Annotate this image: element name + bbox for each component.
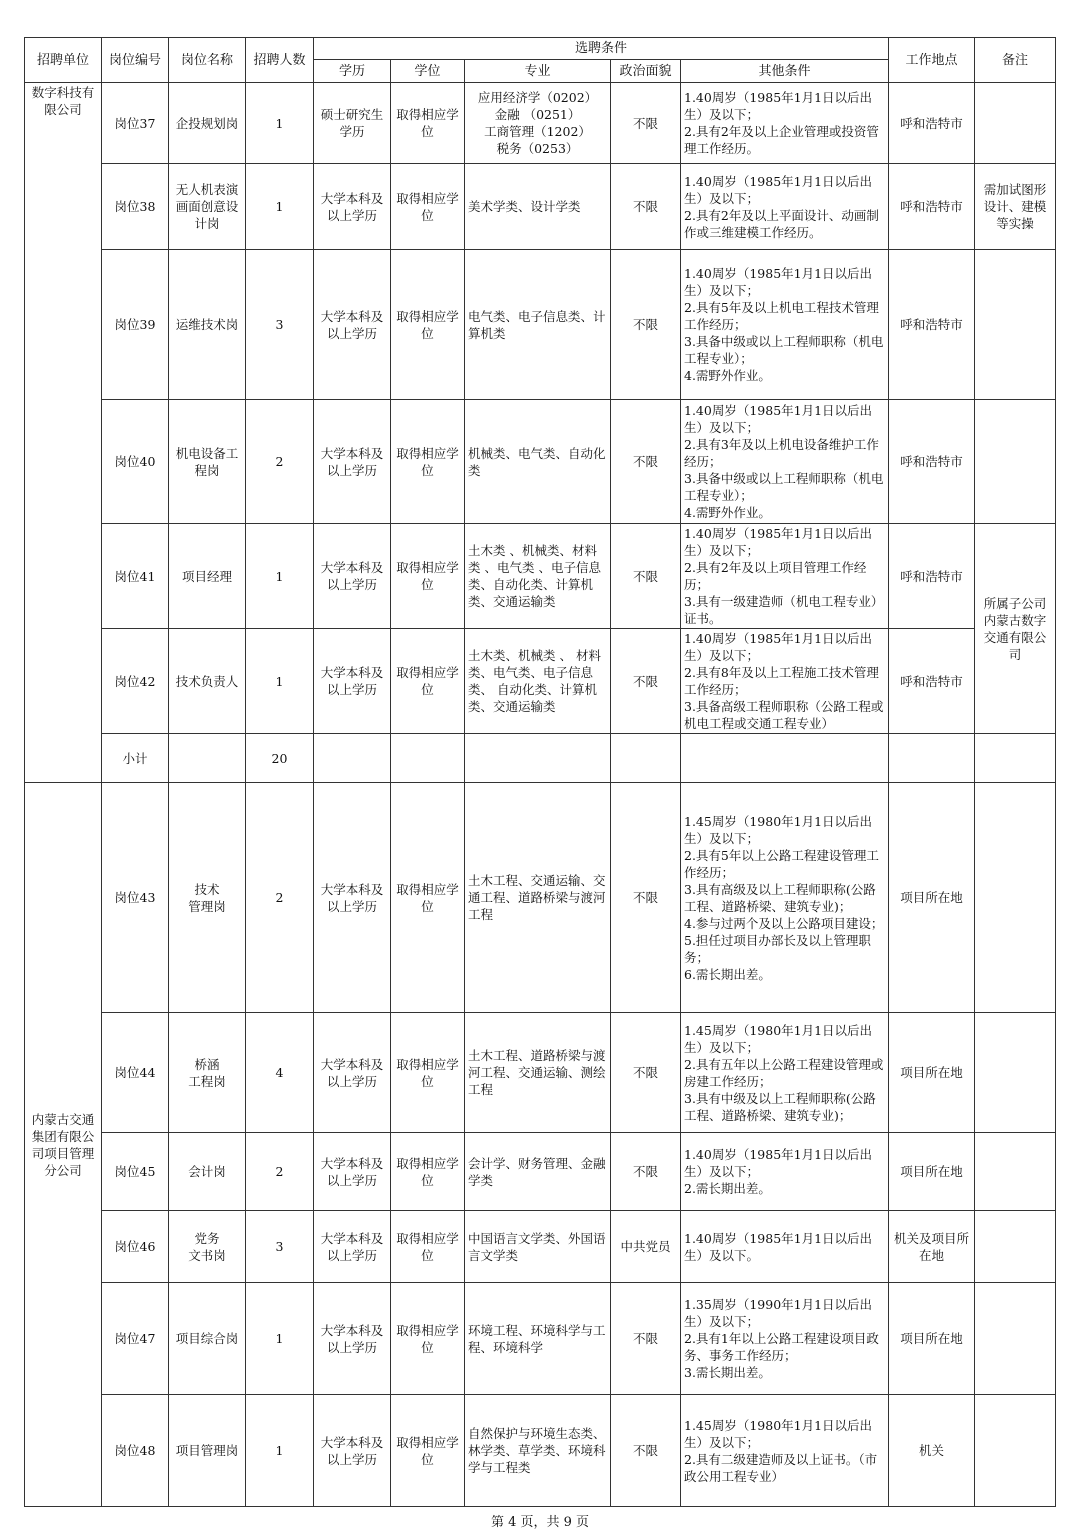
post-name-cell: 党务 文书岗 — [169, 1211, 246, 1283]
degree-cell: 取得相应学位 — [391, 629, 465, 734]
unit-cell: 内蒙古交通集团有限公司项目管理分公司 — [25, 783, 102, 1507]
table-row — [25, 1395, 1056, 1507]
table-row — [25, 164, 1056, 250]
major-cell: 土木工程、交通运输、交通工程、道路桥梁与渡河工程 — [465, 783, 611, 1013]
post-name-cell: 无人机表演画面创意设计岗 — [169, 164, 246, 250]
unit-cell: 数字科技有限公司 — [25, 83, 102, 783]
location-cell: 呼和浩特市 — [889, 83, 975, 164]
page-footer: 第 4 页，共 9 页 — [490, 1515, 590, 1530]
header-count: 招聘人数 — [246, 38, 314, 83]
count-cell: 2 — [246, 400, 314, 524]
post-no-cell: 岗位38 — [102, 164, 169, 250]
degree-cell: 取得相应学位 — [391, 83, 465, 164]
other-cell: 1.45周岁（1980年1月1日以后出生）及以下； 2.具有五年以上公路工程建设管理或房建工作经历； 3.具有中级及以上工程师职称(公路工程、道路桥梁、建筑专业)； — [681, 1013, 889, 1133]
header-political: 政治面貌 — [611, 60, 681, 83]
post-no-cell: 岗位40 — [102, 400, 169, 524]
degree-cell: 取得相应学位 — [391, 783, 465, 1013]
header-post-name: 岗位名称 — [169, 38, 246, 83]
education-cell: 大学本科及以上学历 — [314, 1013, 391, 1133]
post-name-cell: 技术 管理岗 — [169, 783, 246, 1013]
location-cell: 项目所在地 — [889, 1133, 975, 1211]
degree-cell: 取得相应学位 — [391, 524, 465, 629]
header-other: 其他条件 — [681, 60, 889, 83]
count-cell: 2 — [246, 1133, 314, 1211]
count-cell: 1 — [246, 629, 314, 734]
table-row — [25, 524, 1056, 629]
remark-cell — [975, 783, 1056, 1013]
education-cell: 大学本科及以上学历 — [314, 250, 391, 400]
empty-cell — [681, 734, 889, 783]
header-location: 工作地点 — [889, 38, 975, 83]
education-cell: 大学本科及以上学历 — [314, 629, 391, 734]
post-no-cell: 岗位43 — [102, 783, 169, 1013]
major-cell: 土木类 、机械类、材料类 、电气类 、电子信息类、自动化类、计算机类、交通运输类 — [465, 524, 611, 629]
post-name-cell: 会计岗 — [169, 1133, 246, 1211]
other-cell: 1.40周岁（1985年1月1日以后出生）及以下； 2.具有2年及以上平面设计、动画制作或三维建模工作经历。 — [681, 164, 889, 250]
education-cell: 大学本科及以上学历 — [314, 1211, 391, 1283]
location-cell: 呼和浩特市 — [889, 524, 975, 629]
other-cell: 1.45周岁（1980年1月1日以后出生）及以下； 2.具有二级建造师及以上证书。（市政公用工程专业） — [681, 1395, 889, 1507]
post-name-cell: 企投规划岗 — [169, 83, 246, 164]
degree-cell: 取得相应学位 — [391, 164, 465, 250]
major-cell: 美术学类、设计学类 — [465, 164, 611, 250]
count-cell: 1 — [246, 524, 314, 629]
post-no-cell: 岗位47 — [102, 1283, 169, 1395]
education-cell: 大学本科及以上学历 — [314, 524, 391, 629]
table-row — [25, 1283, 1056, 1395]
empty-cell — [611, 734, 681, 783]
political-cell: 不限 — [611, 783, 681, 1013]
count-cell: 1 — [246, 164, 314, 250]
count-cell: 1 — [246, 1395, 314, 1507]
education-cell: 大学本科及以上学历 — [314, 783, 391, 1013]
remark-cell — [975, 83, 1056, 164]
remark-cell — [975, 1211, 1056, 1283]
other-cell: 1.40周岁（1985年1月1日以后出生）及以下。 — [681, 1211, 889, 1283]
location-cell: 项目所在地 — [889, 783, 975, 1013]
remark-cell — [975, 1133, 1056, 1211]
other-cell: 1.40周岁（1985年1月1日以后出生）及以下； 2.具有2年及以上企业管理或投资管理工作经历。 — [681, 83, 889, 164]
location-cell: 呼和浩特市 — [889, 164, 975, 250]
education-cell: 大学本科及以上学历 — [314, 1395, 391, 1507]
location-cell: 机关及项目所在地 — [889, 1211, 975, 1283]
post-no-cell: 岗位46 — [102, 1211, 169, 1283]
degree-cell: 取得相应学位 — [391, 250, 465, 400]
remark-cell — [975, 1395, 1056, 1507]
post-name-cell: 技术负责人 — [169, 629, 246, 734]
header-education: 学历 — [314, 60, 391, 83]
header-degree: 学位 — [391, 60, 465, 83]
header-conditions: 选聘条件 — [314, 38, 889, 60]
post-name-cell: 项目管理岗 — [169, 1395, 246, 1507]
header-remark: 备注 — [975, 38, 1056, 83]
major-cell: 中国语言文学类、外国语言文学类 — [465, 1211, 611, 1283]
education-cell: 硕士研究生学历 — [314, 83, 391, 164]
other-cell: 1.40周岁（1985年1月1日以后出生）及以下； 2.具有8年及以上工程施工技术管理工作经历； 3.具备高级工程师职称（公路工程或机电工程或交通工程专业） — [681, 629, 889, 734]
empty-cell — [465, 734, 611, 783]
political-cell: 不限 — [611, 524, 681, 629]
recruitment-table — [24, 37, 1056, 1507]
political-cell: 不限 — [611, 1395, 681, 1507]
post-name-cell: 项目综合岗 — [169, 1283, 246, 1395]
political-cell: 中共党员 — [611, 1211, 681, 1283]
remark-cell-shared: 所属子公司内蒙古数字交通有限公司 — [975, 524, 1056, 734]
post-no-cell: 岗位39 — [102, 250, 169, 400]
major-cell: 土木类、机械类 、 材料类、电气类、电子信息类、 自动化类、计算机类、交通运输类 — [465, 629, 611, 734]
political-cell: 不限 — [611, 1133, 681, 1211]
subtotal-count: 20 — [246, 734, 314, 783]
count-cell: 4 — [246, 1013, 314, 1133]
post-no-cell: 岗位42 — [102, 629, 169, 734]
remark-cell — [975, 1283, 1056, 1395]
post-name-cell: 机电设备工程岗 — [169, 400, 246, 524]
table-row — [25, 250, 1056, 400]
location-cell: 呼和浩特市 — [889, 400, 975, 524]
empty-cell — [889, 734, 975, 783]
degree-cell: 取得相应学位 — [391, 1133, 465, 1211]
major-cell: 会计学、财务管理、金融学类 — [465, 1133, 611, 1211]
political-cell: 不限 — [611, 1013, 681, 1133]
count-cell: 3 — [246, 250, 314, 400]
other-cell: 1.40周岁（1985年1月1日以后出生）及以下； 2.需长期出差。 — [681, 1133, 889, 1211]
table-row — [25, 400, 1056, 524]
political-cell: 不限 — [611, 250, 681, 400]
major-cell: 机械类、电气类、自动化类 — [465, 400, 611, 524]
degree-cell: 取得相应学位 — [391, 1283, 465, 1395]
other-cell: 1.40周岁（1985年1月1日以后出生）及以下； 2.具有3年及以上机电设备维护工作经历； 3.具备中级或以上工程师职称（机电工程专业）； 4.需野外作业。 — [681, 400, 889, 524]
post-no-cell: 岗位44 — [102, 1013, 169, 1133]
degree-cell: 取得相应学位 — [391, 400, 465, 524]
location-cell: 呼和浩特市 — [889, 250, 975, 400]
political-cell: 不限 — [611, 629, 681, 734]
location-cell: 呼和浩特市 — [889, 629, 975, 734]
location-cell: 机关 — [889, 1395, 975, 1507]
remark-cell: 需加试图形设计、建模等实操 — [975, 164, 1056, 250]
count-cell: 1 — [246, 83, 314, 164]
political-cell: 不限 — [611, 1283, 681, 1395]
post-name-cell: 桥涵 工程岗 — [169, 1013, 246, 1133]
major-cell: 应用经济学（0202） 金融 （0251） 工商管理（1202） 税务（0253） — [465, 83, 611, 164]
count-cell: 1 — [246, 1283, 314, 1395]
post-no-cell: 岗位41 — [102, 524, 169, 629]
table-row — [25, 83, 1056, 164]
subtotal-row — [25, 734, 1056, 783]
table-row — [25, 783, 1056, 1013]
political-cell: 不限 — [611, 164, 681, 250]
remark-cell — [975, 250, 1056, 400]
education-cell: 大学本科及以上学历 — [314, 164, 391, 250]
post-no-cell: 岗位48 — [102, 1395, 169, 1507]
major-cell: 电气类、电子信息类、计算机类 — [465, 250, 611, 400]
table-row — [25, 629, 1056, 734]
subtotal-label: 小计 — [102, 734, 169, 783]
post-name-cell: 项目经理 — [169, 524, 246, 629]
other-cell: 1.40周岁（1985年1月1日以后出生）及以下； 2.具有2年及以上项目管理工作经历； 3.具有一级建造师（机电工程专业）证书。 — [681, 524, 889, 629]
other-cell: 1.45周岁（1980年1月1日以后出生）及以下； 2.具有5年以上公路工程建设管理工作经历； 3.具有高级及以上工程师职称(公路工程、道路桥梁、建筑专业)； 4.参与过两个及以上公路项目建设； 5.担任过项目办部长及以上管理职务； 6.需长期出差。 — [681, 783, 889, 1013]
header-post-no: 岗位编号 — [102, 38, 169, 83]
major-cell: 环境工程、环境科学与工程、环境科学 — [465, 1283, 611, 1395]
major-cell: 自然保护与环境生态类、林学类、草学类、环境科学与工程类 — [465, 1395, 611, 1507]
empty-cell — [169, 734, 246, 783]
empty-cell — [391, 734, 465, 783]
count-cell: 3 — [246, 1211, 314, 1283]
remark-cell — [975, 1013, 1056, 1133]
post-no-cell: 岗位45 — [102, 1133, 169, 1211]
political-cell: 不限 — [611, 400, 681, 524]
other-cell: 1.35周岁（1990年1月1日以后出生）及以下； 2.具有1年以上公路工程建设项目政务、事务工作经历； 3.需长期出差。 — [681, 1283, 889, 1395]
other-cell: 1.40周岁（1985年1月1日以后出生）及以下； 2.具有5年及以上机电工程技术管理工作经历； 3.具备中级或以上工程师职称（机电工程专业）； 4.需野外作业。 — [681, 250, 889, 400]
political-cell: 不限 — [611, 83, 681, 164]
table-row — [25, 1013, 1056, 1133]
education-cell: 大学本科及以上学历 — [314, 400, 391, 524]
degree-cell: 取得相应学位 — [391, 1013, 465, 1133]
table-row — [25, 1133, 1056, 1211]
empty-cell — [314, 734, 391, 783]
header-unit: 招聘单位 — [25, 38, 102, 83]
major-cell: 土木工程、道路桥梁与渡河工程、交通运输、测绘工程 — [465, 1013, 611, 1133]
location-cell: 项目所在地 — [889, 1283, 975, 1395]
empty-cell — [975, 734, 1056, 783]
post-no-cell: 岗位37 — [102, 83, 169, 164]
education-cell: 大学本科及以上学历 — [314, 1283, 391, 1395]
education-cell: 大学本科及以上学历 — [314, 1133, 391, 1211]
table-row — [25, 1211, 1056, 1283]
degree-cell: 取得相应学位 — [391, 1211, 465, 1283]
location-cell: 项目所在地 — [889, 1013, 975, 1133]
remark-cell — [975, 400, 1056, 524]
count-cell: 2 — [246, 783, 314, 1013]
degree-cell: 取得相应学位 — [391, 1395, 465, 1507]
post-name-cell: 运维技术岗 — [169, 250, 246, 400]
header-major: 专业 — [465, 60, 611, 83]
